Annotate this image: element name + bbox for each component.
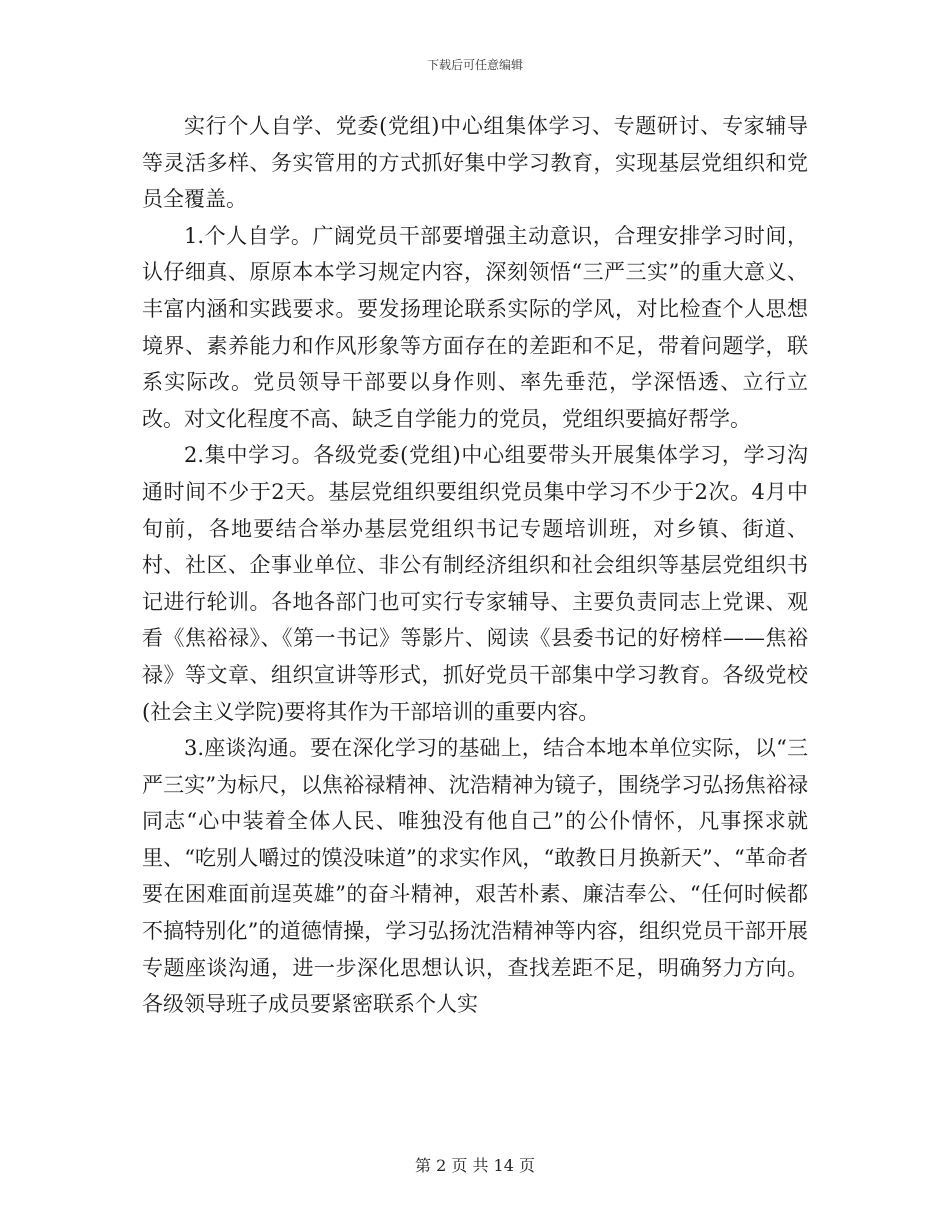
paragraph-intro: 实行个人自学、党委(党组)中心组集体学习、专题研讨、专家辅导等灵活多样、务实管用的方式抓好集中学习教育，实现基层党组织和党员全覆盖。 [142, 114, 808, 212]
page-header-note: 下载后可任意编辑 [426, 58, 523, 72]
paragraph-self-study: 1.个人自学。广阔党员干部要增强主动意识，合理安排学习时间，认仔细真、原原本本学习规定内容，深刻领悟“三严三实”的重大意义、丰富内涵和实践要求。要发扬理论联系实际的学风，对比检查个人思想境界、素养能力和作风形象等方面存在的差距和不足，带着问题学，联系实际改。党员领导干部要以身作则、率先垂范，学深悟透、立行立改。对文化程度不高、缺乏自学能力的党员，党组织要搞好帮学。 [142, 223, 808, 431]
page-number-footer: 第 2 页 共 14 页 [415, 1156, 535, 1175]
paragraph-group-study: 2.集中学习。各级党委(党组)中心组要带头开展集体学习，学习沟通时间不少于2天。基层党组织要组织党员集中学习不少于2次。4月中旬前，各地要结合举办基层党组织书记专题培训班，对乡镇、街道、村、社区、企事业单位、非公有制经济组织和社会组织等基层党组织书记进行轮训。各地各部门也可实行专家辅导、主要负责同志上党课、观看《焦裕禄》、《第一书记》等影片、阅读《县委书记的好榜样——焦裕禄》等文章、组织宣讲等形式，抓好党员干部集中学习教育。各级党校(社会主义学院)要将其作为干部培训的重要内容。 [142, 443, 808, 724]
paragraph-discussion: 3.座谈沟通。要在深化学习的基础上，结合本地本单位实际，以“三严三实”为标尺，以焦裕禄精神、沈浩精神为镜子，围绕学习弘扬焦裕禄同志“心中装着全体人民、唯独没有他自己”的公仆情怀，凡事探求就里、“吃别人嚼过的馍没味道”的求实作风，“敢教日月换新天”、“革命者要在困难面前逞英雄”的奋斗精神，艰苦朴素、廉洁奉公、“任何时候都不搞特别化”的道德情操，学习弘扬沈浩精神等内容，组织党员干部开展专题座谈沟通，进一步深化思想认识，查找差距不足，明确努力方向。各级领导班子成员要紧密联系个人实 [142, 736, 808, 1017]
document-body [142, 108, 808, 1023]
